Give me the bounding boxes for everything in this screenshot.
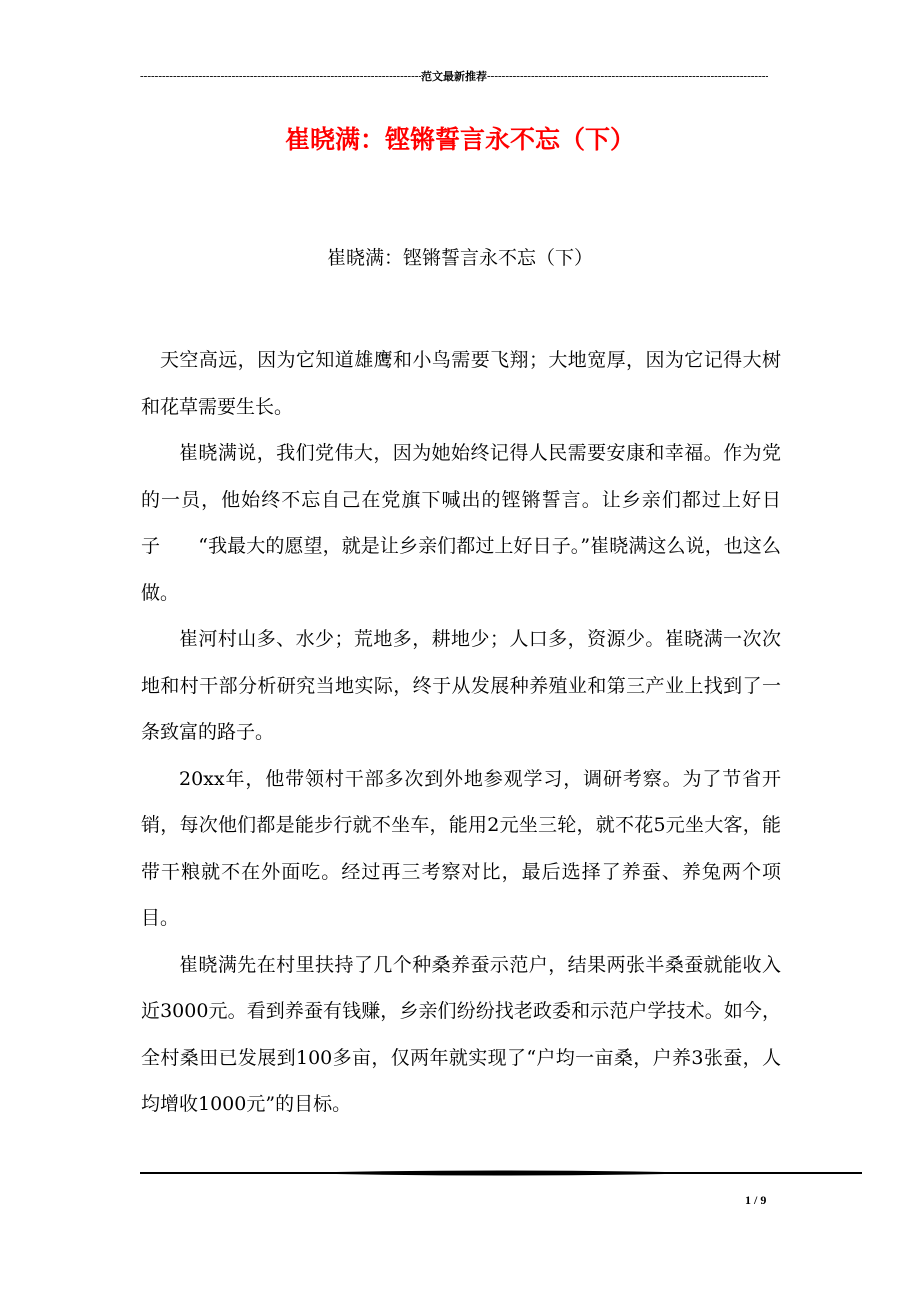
paragraph: 天空高远，因为它知道雄鹰和小鸟需要飞翔；大地宽厚，因为它记得大树和花草需要生长。 (141, 349, 781, 418)
document-subtitle: 崔晓满：铿锵誓言永不忘（下） (326, 247, 593, 269)
document-title: 崔晓满：铿锵誓言永不忘（下） (284, 125, 635, 154)
document-body (141, 337, 781, 1128)
page-number: 1 / 9 (745, 1193, 767, 1207)
paragraph: 崔晓满先在村里扶持了几个种桑养蚕示范户，结果两张半桑蚕就能收入近3000元。看到养蚕有钱赚，乡亲们纷纷找老政委和示范户学技术。如今，全村桑田已发展到100多亩，仅两年就实现了“户均一亩桑，户养3张蚕，人均增收1000元”的目标。 (141, 953, 781, 1115)
footer-rule (140, 1169, 862, 1177)
paragraph: 崔河村山多、水少；荒地多，耕地少；人口多，资源少。崔晓满一次次地和村干部分析研究当地实际，终于从发展种养殖业和第三产业上找到了一条致富的路子。 (141, 628, 781, 743)
page-header (140, 68, 768, 84)
header-dash-left (140, 70, 421, 82)
paragraph: 崔晓满说，我们党伟大，因为她始终记得人民需要安康和幸福。作为党的一员，他始终不忘自己在党旗下喊出的铿锵誓言。让乡亲们都过上好日子 “我最大的愿望，就是让乡亲们都过上好日子。”崔晓满这么说，也这么做。 (141, 442, 781, 604)
header-label: 范文最新推荐 (421, 70, 487, 83)
paragraph: 20xx年，他带领村干部多次到外地参观学习，调研考察。为了节省开销，每次他们都是能步行就不坐车，能用2元坐三轮，就不花5元坐大客，能带干粮就不在外面吃。经过再三考察对比，最后选择了养蚕、养兔两个项目。 (141, 767, 781, 929)
header-dash-right (487, 70, 768, 82)
